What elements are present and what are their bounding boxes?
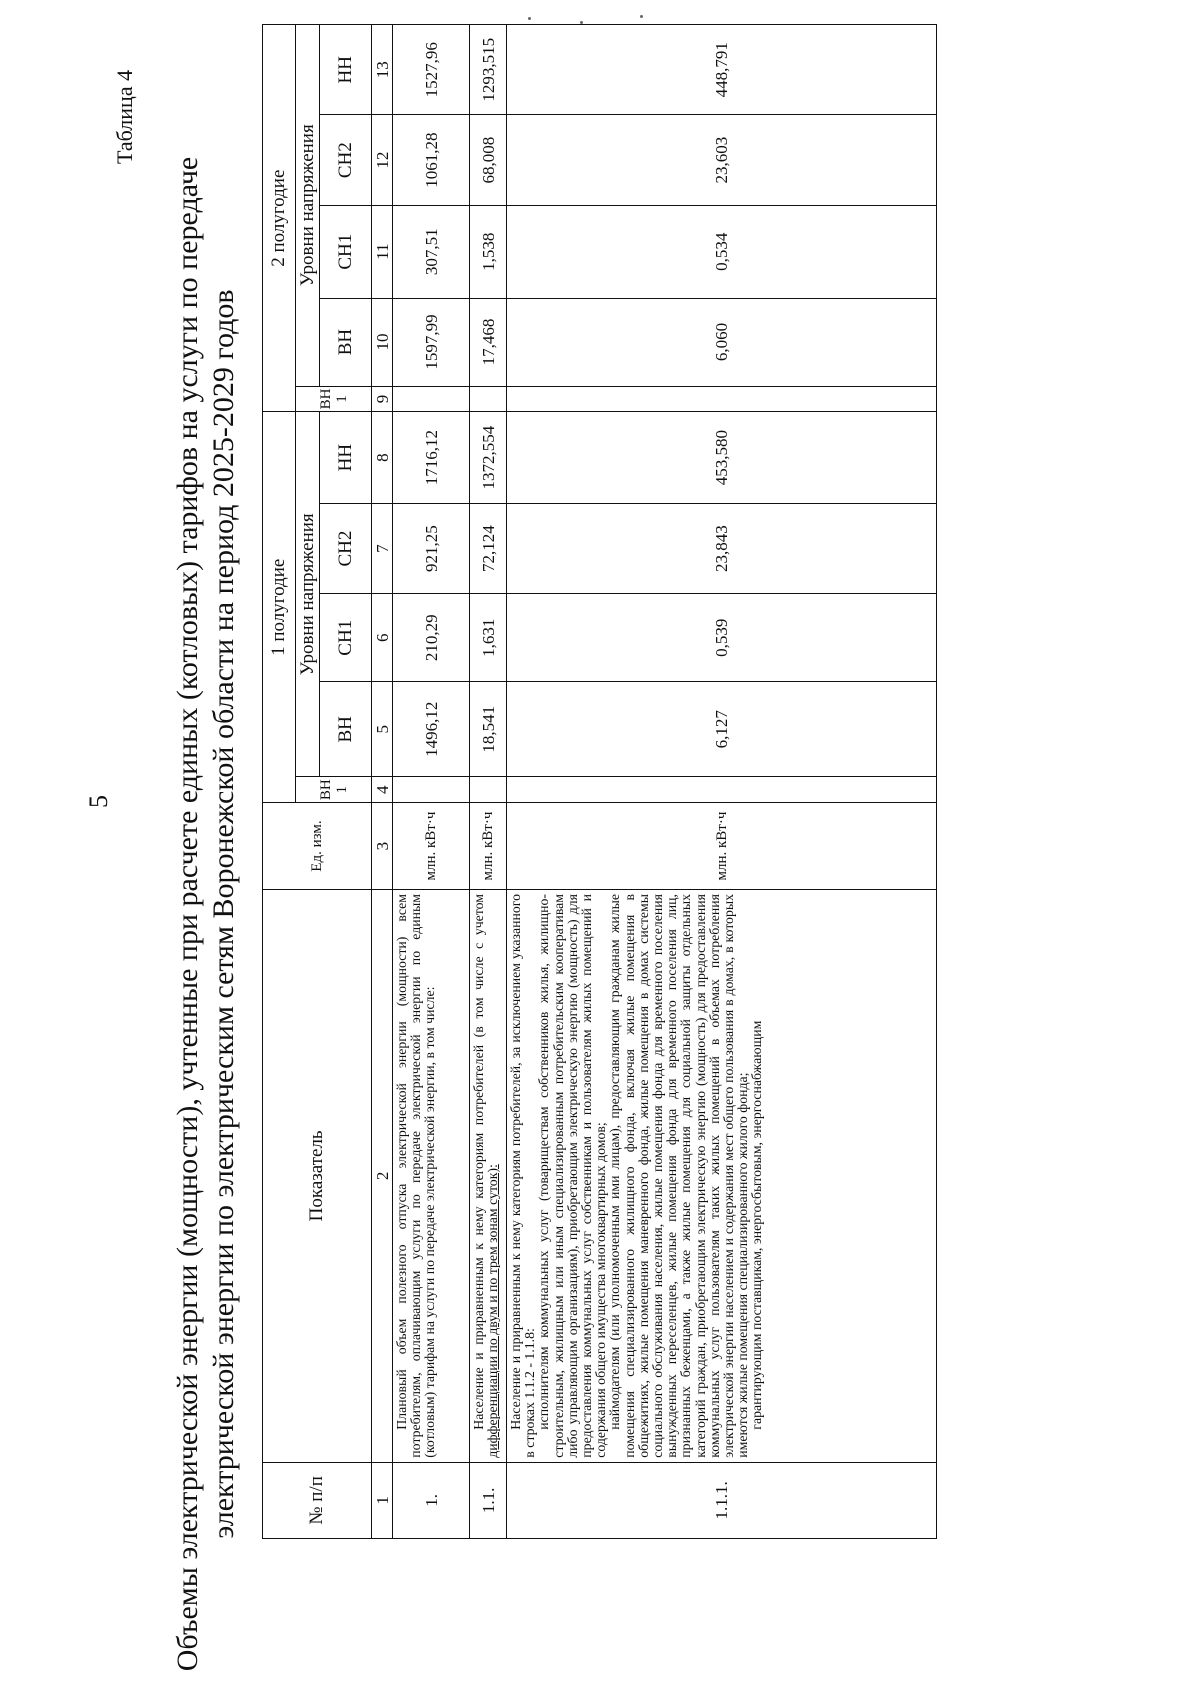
header-sn2: СН2 — [320, 503, 372, 593]
value-cell — [507, 777, 937, 803]
value-cell: 23,843 — [507, 503, 937, 593]
row-unit: млн. кВт·ч — [507, 803, 937, 890]
value-cell: 0,534 — [507, 205, 937, 298]
header-half-2: 2 полугодие — [263, 25, 296, 412]
value-cell: 1061,28 — [393, 115, 470, 205]
column-number: 1 — [372, 1462, 393, 1538]
value-cell: 18,541 — [470, 682, 507, 777]
value-cell: 23,603 — [507, 115, 937, 205]
value-cell: 68,008 — [470, 115, 507, 205]
value-cell — [507, 386, 937, 412]
header-vn: ВН — [320, 682, 372, 777]
table-row — [507, 25, 937, 1539]
value-cell — [470, 386, 507, 412]
page-number: 5 — [84, 795, 113, 808]
column-number: 9 — [372, 386, 393, 412]
value-cell: 1496,12 — [393, 682, 470, 777]
value-cell: 6,060 — [507, 298, 937, 386]
header-levels-1: Уровни напряжения — [296, 412, 320, 777]
value-cell: 0,539 — [507, 594, 937, 682]
header-unit: Ед. изм. — [263, 803, 372, 890]
header-sn1: СН1 — [320, 594, 372, 682]
value-cell: 6,127 — [507, 682, 937, 777]
column-number: 4 — [372, 777, 393, 803]
column-number: 7 — [372, 503, 393, 593]
column-number-row — [372, 25, 393, 1539]
header-nn: НН — [320, 412, 372, 504]
value-cell: 1,538 — [470, 205, 507, 298]
table-row — [393, 25, 470, 1539]
value-cell: 1716,12 — [393, 412, 470, 504]
header-sn1: СН1 — [320, 205, 372, 298]
value-cell: 210,29 — [393, 594, 470, 682]
header-num: № п/п — [263, 1462, 372, 1538]
volumes-table — [262, 24, 937, 1539]
column-number: 2 — [372, 889, 393, 1462]
row-number: 1.1.1. — [507, 1462, 937, 1538]
header-vn: ВН — [320, 298, 372, 386]
value-cell: 17,468 — [470, 298, 507, 386]
header-indicator: Показатель — [263, 889, 372, 1462]
value-cell — [393, 386, 470, 412]
value-cell: 453,580 — [507, 412, 937, 504]
value-cell: 448,791 — [507, 25, 937, 115]
value-cell: 1,631 — [470, 594, 507, 682]
document-title — [170, 154, 242, 1674]
title-line-2: электрической энергии по электрическим сетям Воронежской области на период 2025-2029 годов — [207, 289, 240, 1539]
value-cell: 921,25 — [393, 503, 470, 593]
column-number: 10 — [372, 298, 393, 386]
row-indicator-text: Плановый объем полезного отпуска электрической энергии (мощности) всем потребителям, оплачивающим услуги по передаче электрической энергии по единым (котловым) тарифам на услуги по передаче электрической энергии, в том числе: — [393, 889, 470, 1462]
header-vn1: ВН 1 — [296, 777, 372, 803]
value-cell: 1597,99 — [393, 298, 470, 386]
row-indicator-text: Население и приравненным к нему категориям потребителей, за исключением указанного в строках 1.1.2 - 1.1.8: исполнителям коммунальных услуг (товариществам собственников жилья, жилищно-строительным, жилищным или иным специализированным потребительским кооперативам либо управляющим организациям), приобретающим электрическую энергию (мощность) для предоставления коммунальных услуг собственникам и пользователям жилых помещений и содержания общего имущества многоквартирных домов; наймодателям (или уполномоченным ими лицам), предоставляющим гражданам жилые помещения специализированного жилищного фонда, включая жилые помещения в общежитиях, жилые помещения маневренного фонда, жилые помещения в домах системы социального обслуживания населения, жилые помещения фонда для временного поселения вынужденных переселенцев, жилые помещения фонда для временного поселения лиц, признанных беженцами, а также жилые помещения для социальной защиты отдельных категорий граждан, приобретающим электрическую энергию (мощность) для предоставления коммунальных услуг пользователям таких жилых помещений в объемах потребления электрической энергии населением и содержания мест общего пользования в домах, в которых имеются жилые помещения специализированного жилого фонда; гарантирующим поставщикам, энергосбытовым, энергоснабжающим — [507, 889, 937, 1462]
scan-speck — [528, 17, 531, 20]
header-nn: НН — [320, 25, 372, 115]
value-cell — [470, 777, 507, 803]
table-row — [470, 25, 507, 1539]
column-number: 12 — [372, 115, 393, 205]
column-number: 8 — [372, 412, 393, 504]
table-label: Таблица 4 — [112, 69, 137, 164]
title-line-1: Объемы электрической энергии (мощности), учтенные при расчете единых (котловых) тарифов на услуги по передаче — [171, 156, 204, 1672]
header-row-1 — [263, 25, 296, 1539]
value-cell — [393, 777, 470, 803]
row-indicator-text: Население и приравненным к нему категориям потребителей (в том числе с учетом дифференциации по двум и по трем зонам суток): — [470, 889, 507, 1462]
value-cell: 72,124 — [470, 503, 507, 593]
column-number: 11 — [372, 205, 393, 298]
value-cell: 1372,554 — [470, 412, 507, 504]
header-half-1: 1 полугодие — [263, 412, 296, 803]
row-unit: млн. кВт·ч — [393, 803, 470, 890]
value-cell: 1293,515 — [470, 25, 507, 115]
row-unit: млн. кВт·ч — [470, 803, 507, 890]
header-levels-2: Уровни напряжения — [296, 25, 320, 387]
scan-speck — [640, 15, 643, 18]
header-sn2: СН2 — [320, 115, 372, 205]
value-cell: 1527,96 — [393, 25, 470, 115]
row-number: 1. — [393, 1462, 470, 1538]
column-number: 3 — [372, 803, 393, 890]
row-number: 1.1. — [470, 1462, 507, 1538]
column-number: 6 — [372, 594, 393, 682]
header-vn1: ВН 1 — [296, 386, 372, 412]
value-cell: 307,51 — [393, 205, 470, 298]
column-number: 5 — [372, 682, 393, 777]
column-number: 13 — [372, 25, 393, 115]
